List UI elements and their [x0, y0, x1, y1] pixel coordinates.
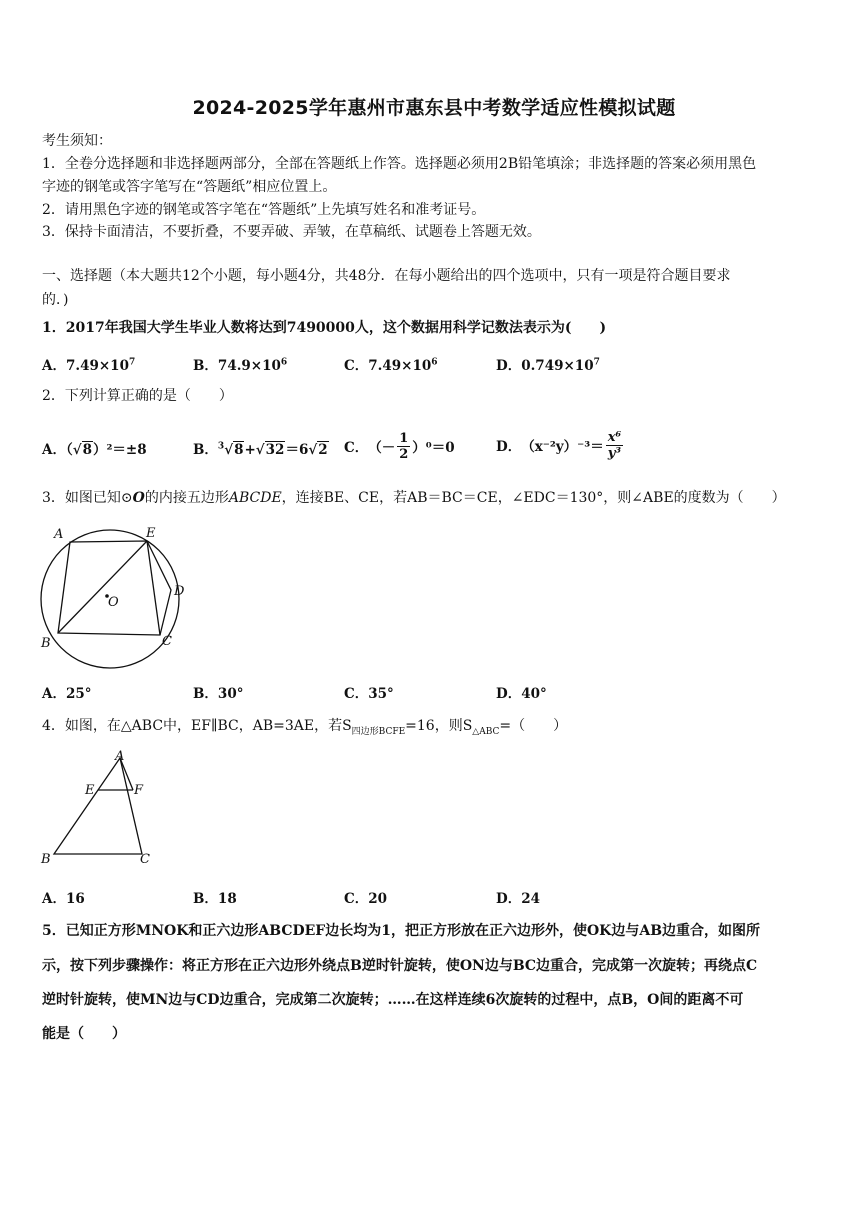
q1-option-c: C．$7.49\times 10^6$ — [344, 357, 438, 374]
q3-option-c: C．35° — [344, 686, 394, 702]
question-4-stem: 4．如图，在△ABC中，EF∥BC，AB=3AE，若$S_{四边形BCFE}=16$，则$S_{\triangle ABC}=$（ ） — [42, 718, 568, 737]
section-heading-cont: 的．) — [42, 292, 69, 308]
notice-item: 2．请用黑色字迹的钢笔或答字笔在“答题纸”上先填写姓名和准考证号。 — [42, 202, 486, 218]
question-3-stem: 3．如图已知⊙O的内接五边形ABCDE，连接BE、CE，若AB＝BC＝CE，∠EDC＝130°，则∠ABE的度数为（ ） — [42, 490, 786, 506]
question-1-stem: 1．2017年我国大学生毕业人数将达到7490000人，这个数据用科学记数法表示为( ) — [42, 320, 607, 336]
q4-triangle-figure — [36, 748, 166, 870]
q2-option-b: B．$^3$√8+√32＝6√2 — [193, 441, 328, 458]
label-b: B — [41, 852, 51, 867]
label-d: D — [174, 584, 185, 599]
q4-option-a: A．16 — [42, 891, 85, 907]
q4-option-d: D．24 — [496, 891, 541, 907]
label-f: F — [134, 783, 144, 798]
label-b: B — [41, 636, 51, 651]
q3-option-d: D．40° — [496, 686, 547, 702]
triangle-abc — [54, 758, 142, 854]
q4-option-c: C．20 — [344, 891, 388, 907]
q2-option-d: D． （x⁻²y）⁻³＝ $\frac{\text{x⁶}}{\text{y³}}$ — [496, 429, 622, 461]
label-a: A — [115, 749, 125, 764]
q1-option-a: A．$7.49\times 10^7$ — [42, 357, 136, 374]
question-5-line: 示，按下列步骤操作：将正方形在正六边形外绕点B逆时针旋转，使ON边与BC边重合，完成第一次旋转；再绕点C — [42, 958, 758, 974]
segment-be — [58, 541, 147, 633]
label-e: E — [85, 783, 95, 798]
exam-title: 2024-2025学年惠州市惠东县中考数学适应性模拟试题 — [192, 97, 676, 119]
q3-option-a: A．25° — [42, 686, 92, 702]
q3-circle-figure — [34, 522, 194, 672]
q1-option-d: D．$0.749\times 10^7$ — [496, 357, 600, 374]
notice-heading: 考生须知： — [42, 133, 112, 149]
q3-option-b: B．30° — [193, 686, 244, 702]
fraction: $\frac{1}{2}$ — [399, 430, 409, 462]
question-5-line: 能是（ ） — [42, 1026, 126, 1042]
question-2-stem: 2．下列计算正确的是（ ） — [42, 388, 233, 404]
label-c: C — [140, 852, 150, 867]
q2-option-c: C． （－ $\frac{1}{2}$ ）⁰＝0 — [344, 430, 455, 462]
notice-item: 字迹的钢笔或答字笔写在“答题纸”相应位置上。 — [42, 179, 337, 195]
fraction: $\frac{\text{x⁶}}{\text{y³}}$ — [607, 429, 622, 461]
label-e: E — [146, 526, 156, 541]
label-a: A — [54, 527, 64, 542]
label-c: C — [162, 634, 172, 649]
question-5-line: 逆时针旋转，使MN边与CD边重合，完成第二次旋转；……在这样连续6次旋转的过程中，点B，O间的距离不可 — [42, 992, 744, 1008]
q4-option-b: B．18 — [193, 891, 237, 907]
label-o: O — [108, 595, 119, 610]
question-5-line: 5．已知正方形MNOK和正六边形ABCDEF边长均为1，把正方形放在正六边形外，使OK边与AB边重合，如图所 — [42, 923, 761, 939]
section-heading: 一、选择题（本大题共12个小题，每小题4分，共48分．在每小题给出的四个选项中，只有一项是符合题目要求 — [42, 268, 731, 284]
notice-item: 1．全卷分选择题和非选择题两部分，全部在答题纸上作答。选择题必须用2B铅笔填涂；非选择题的答案必须用黑色 — [42, 156, 757, 172]
q2-option-a: A．（√8）²＝±8 — [42, 442, 147, 458]
q1-option-b: B．$74.9\times 10^6$ — [193, 357, 288, 374]
notice-item: 3．保持卡面清洁，不要折叠，不要弄破、弄皱，在草稿纸、试题卷上答题无效。 — [42, 224, 541, 240]
